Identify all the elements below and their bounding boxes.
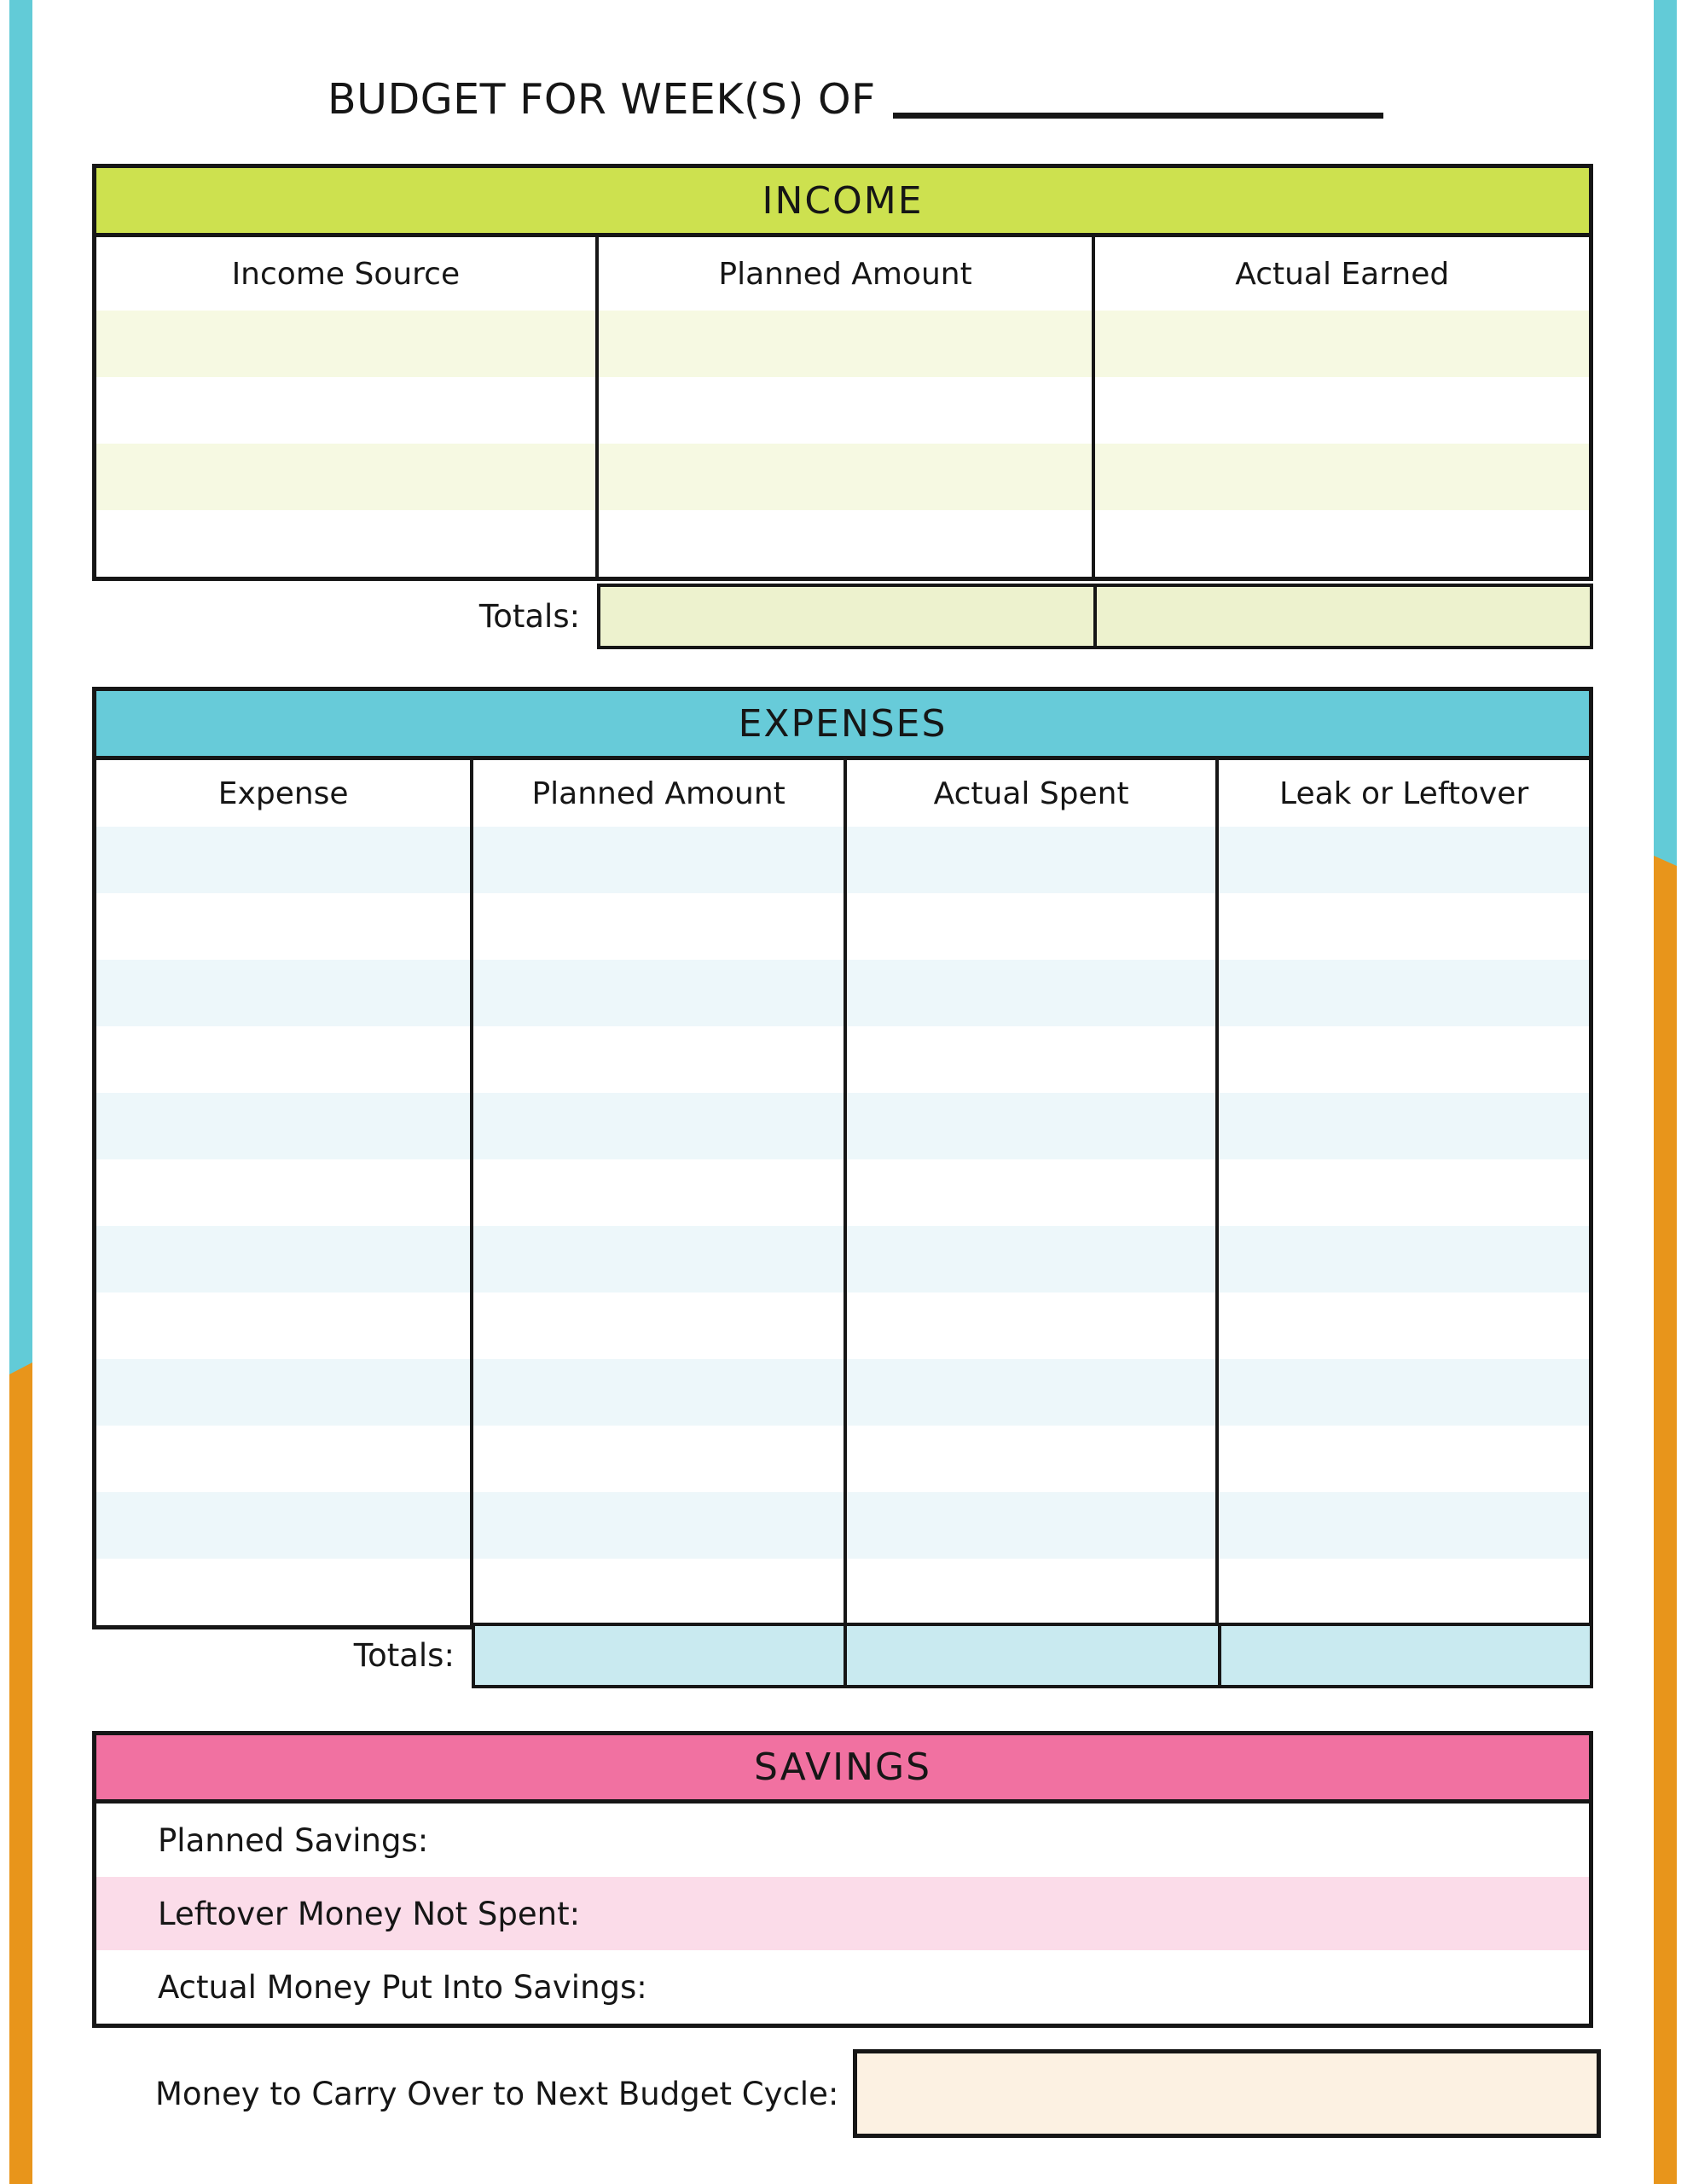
expense-row-cell[interactable] bbox=[847, 827, 1219, 893]
income-row-cell[interactable] bbox=[96, 510, 599, 577]
expense-row-cell[interactable] bbox=[847, 893, 1219, 960]
expense-row-cell[interactable] bbox=[96, 1159, 473, 1226]
expense-row-cell[interactable] bbox=[96, 1492, 473, 1559]
income-section-header bbox=[96, 168, 1589, 237]
expense-row-cell[interactable] bbox=[96, 1093, 473, 1159]
savings-leftover-label: Leftover Money Not Spent: bbox=[158, 1895, 581, 1932]
expense-row-cell[interactable] bbox=[473, 1359, 847, 1426]
expenses-totals-row bbox=[92, 1623, 1593, 1688]
income-totals-label: Totals: bbox=[478, 598, 581, 635]
expense-row-cell[interactable] bbox=[1219, 1492, 1589, 1559]
income-row-cell[interactable] bbox=[1095, 311, 1589, 377]
expense-row-cell[interactable] bbox=[473, 1559, 847, 1625]
savings-actual-label: Actual Money Put Into Savings: bbox=[158, 1968, 647, 2006]
expenses-column-headers bbox=[96, 760, 1589, 827]
expense-row-cell[interactable] bbox=[473, 827, 847, 893]
expense-row-cell[interactable] bbox=[1219, 1226, 1589, 1292]
income-column-headers bbox=[96, 237, 1589, 311]
expense-row-cell[interactable] bbox=[96, 1359, 473, 1426]
expense-row-cell[interactable] bbox=[96, 1026, 473, 1093]
savings-table bbox=[92, 1731, 1593, 2028]
expenses-table bbox=[92, 687, 1593, 1629]
expense-row bbox=[96, 1492, 1589, 1559]
expense-row-cell[interactable] bbox=[847, 1559, 1219, 1625]
expense-col-header-spent: Actual Spent bbox=[847, 760, 1219, 827]
expense-row-cell[interactable] bbox=[1219, 827, 1589, 893]
expense-row-cell[interactable] bbox=[96, 960, 473, 1026]
income-totals-row bbox=[92, 584, 1593, 649]
expense-row-cell[interactable] bbox=[847, 1026, 1219, 1093]
expense-row-cell[interactable] bbox=[847, 1159, 1219, 1226]
income-section-title: INCOME bbox=[762, 178, 924, 223]
expense-row-cell[interactable] bbox=[473, 1492, 847, 1559]
savings-row-actual[interactable] bbox=[96, 1950, 1589, 2024]
expense-row-cell[interactable] bbox=[96, 827, 473, 893]
income-row-cell[interactable] bbox=[96, 444, 599, 510]
expense-row-cell[interactable] bbox=[473, 1292, 847, 1359]
income-totals-planned-cell[interactable] bbox=[597, 584, 1097, 649]
left-accent-strip bbox=[9, 0, 32, 2184]
income-row bbox=[96, 311, 1589, 377]
expense-row-cell[interactable] bbox=[96, 1426, 473, 1492]
expense-row-cell[interactable] bbox=[847, 1426, 1219, 1492]
income-row-cell[interactable] bbox=[96, 377, 599, 444]
income-row-cell[interactable] bbox=[599, 377, 1096, 444]
expenses-section-title: EXPENSES bbox=[738, 701, 948, 746]
savings-row-leftover[interactable] bbox=[96, 1877, 1589, 1950]
expense-row-cell[interactable] bbox=[96, 1226, 473, 1292]
expense-row bbox=[96, 827, 1589, 893]
expense-row bbox=[96, 893, 1589, 960]
income-row bbox=[96, 510, 1589, 577]
carryover-row bbox=[92, 2049, 1601, 2138]
expense-row-cell[interactable] bbox=[473, 1093, 847, 1159]
week-date-blank-line[interactable] bbox=[893, 113, 1383, 119]
expense-row-cell[interactable] bbox=[1219, 1159, 1589, 1226]
expense-row bbox=[96, 1226, 1589, 1292]
savings-planned-label: Planned Savings: bbox=[158, 1821, 429, 1859]
expense-row bbox=[96, 1159, 1589, 1226]
expense-row-cell[interactable] bbox=[1219, 893, 1589, 960]
income-col-header-actual: Actual Earned bbox=[1095, 237, 1589, 311]
expenses-section-header bbox=[96, 691, 1589, 760]
page-title: BUDGET FOR WEEK(S) OF bbox=[328, 75, 876, 124]
expense-row-cell[interactable] bbox=[473, 1226, 847, 1292]
expenses-totals-spent-cell[interactable] bbox=[847, 1623, 1221, 1688]
expense-row-cell[interactable] bbox=[1219, 1559, 1589, 1625]
income-col-header-planned: Planned Amount bbox=[599, 237, 1096, 311]
expenses-totals-planned-cell[interactable] bbox=[472, 1623, 847, 1688]
income-row bbox=[96, 377, 1589, 444]
expense-row-cell[interactable] bbox=[473, 960, 847, 1026]
expense-row-cell[interactable] bbox=[96, 1292, 473, 1359]
expense-row-cell[interactable] bbox=[847, 1093, 1219, 1159]
expense-row-cell[interactable] bbox=[847, 960, 1219, 1026]
expense-row-cell[interactable] bbox=[1219, 1426, 1589, 1492]
expense-col-header-planned: Planned Amount bbox=[473, 760, 847, 827]
expense-col-header-expense: Expense bbox=[96, 760, 473, 827]
left-strip-orange-segment bbox=[9, 1362, 32, 2184]
expense-row-cell[interactable] bbox=[1219, 1292, 1589, 1359]
expense-row-cell[interactable] bbox=[473, 1426, 847, 1492]
expense-row-cell[interactable] bbox=[847, 1359, 1219, 1426]
expense-row-cell[interactable] bbox=[847, 1292, 1219, 1359]
carryover-label: Money to Carry Over to Next Budget Cycle: bbox=[155, 2075, 839, 2112]
savings-row-planned[interactable] bbox=[96, 1804, 1589, 1877]
income-row-cell[interactable] bbox=[599, 311, 1096, 377]
expenses-totals-leak-cell[interactable] bbox=[1221, 1623, 1593, 1688]
expense-col-header-leak: Leak or Leftover bbox=[1219, 760, 1589, 827]
expense-row-cell[interactable] bbox=[1219, 1093, 1589, 1159]
income-row-cell[interactable] bbox=[599, 510, 1096, 577]
expense-row-cell[interactable] bbox=[473, 893, 847, 960]
income-row-cell[interactable] bbox=[599, 444, 1096, 510]
income-col-header-source: Income Source bbox=[96, 237, 599, 311]
income-row-cell[interactable] bbox=[96, 311, 599, 377]
expense-row bbox=[96, 1292, 1589, 1359]
expense-row-cell[interactable] bbox=[96, 1559, 473, 1625]
carryover-amount-box[interactable] bbox=[853, 2049, 1601, 2138]
expense-row-cell[interactable] bbox=[1219, 1359, 1589, 1426]
income-row-cell[interactable] bbox=[1095, 377, 1589, 444]
expense-row bbox=[96, 1093, 1589, 1159]
expense-row-cell[interactable] bbox=[473, 1159, 847, 1226]
income-table bbox=[92, 164, 1593, 581]
page-title-row bbox=[328, 75, 1383, 124]
expense-row bbox=[96, 1026, 1589, 1093]
income-totals-actual-cell[interactable] bbox=[1097, 584, 1593, 649]
expense-row-cell[interactable] bbox=[847, 1492, 1219, 1559]
expense-row-cell[interactable] bbox=[847, 1226, 1219, 1292]
income-row-cell[interactable] bbox=[1095, 444, 1589, 510]
right-accent-strip bbox=[1654, 0, 1677, 2184]
expense-row-cell[interactable] bbox=[96, 893, 473, 960]
expense-row-cell[interactable] bbox=[1219, 1026, 1589, 1093]
expense-row bbox=[96, 960, 1589, 1026]
expense-row bbox=[96, 1359, 1589, 1426]
expense-row-cell[interactable] bbox=[473, 1026, 847, 1093]
income-row-cell[interactable] bbox=[1095, 510, 1589, 577]
income-rows-container bbox=[96, 311, 1589, 577]
expenses-totals-label: Totals: bbox=[353, 1637, 455, 1674]
expense-rows-container bbox=[96, 827, 1589, 1625]
right-strip-orange-segment bbox=[1654, 856, 1677, 2184]
income-row bbox=[96, 444, 1589, 510]
savings-section-header bbox=[96, 1735, 1589, 1804]
expense-row-cell[interactable] bbox=[1219, 960, 1589, 1026]
expense-row bbox=[96, 1426, 1589, 1492]
savings-section-title: SAVINGS bbox=[753, 1745, 932, 1789]
expense-row bbox=[96, 1559, 1589, 1625]
